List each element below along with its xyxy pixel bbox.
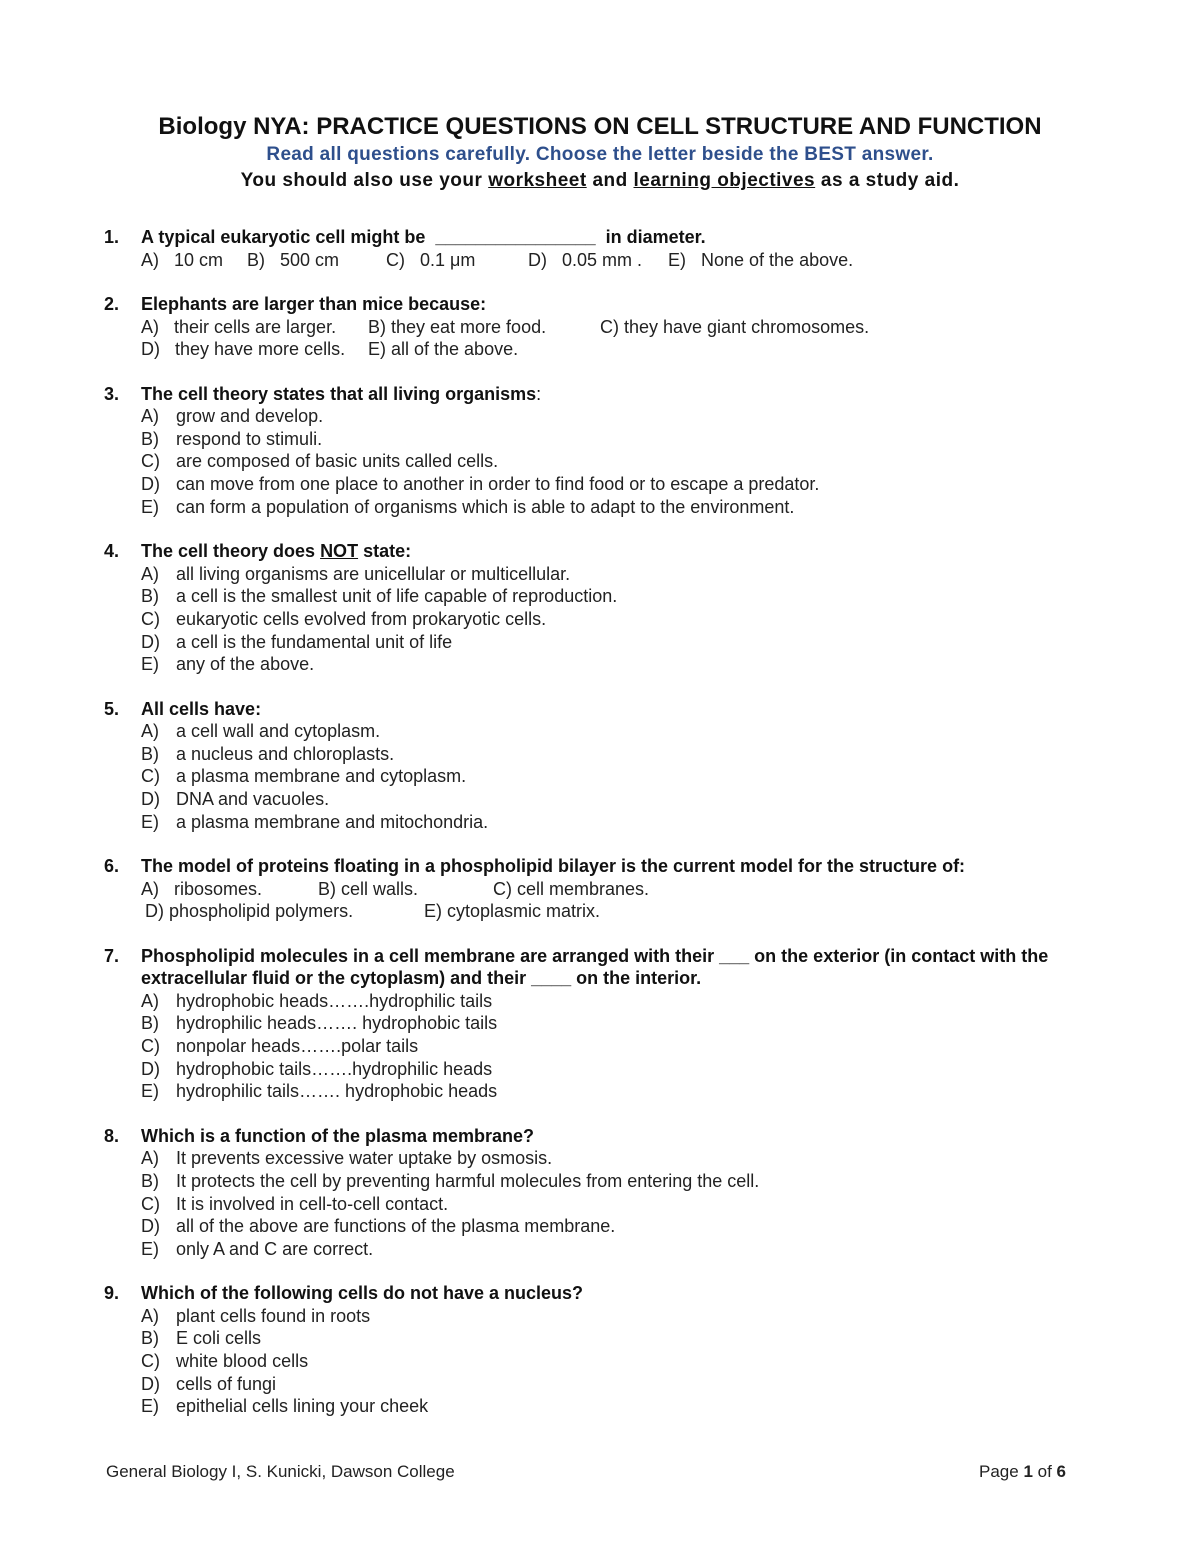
question-2: [104, 293, 1104, 361]
question-7: [104, 945, 1104, 1103]
option-c: C) eukaryotic cells evolved from prokaryotic cells.: [141, 608, 547, 629]
option-e: E) cytoplasmic matrix.: [424, 901, 601, 922]
option-e: E) any of the above.: [141, 654, 315, 675]
question-3: 3. The cell theory states that all living organisms: A) grow and develop. B) respond to stimuli. C) are composed of basic units called cells. D) can move from one place to another in order to find food or to escape a predator. E) can form a population of organisms which is able to adapt to the environment.: [104, 383, 1104, 518]
option-d: D) DNA and vacuoles.: [141, 789, 330, 809]
learning-objectives-label: learning objectives: [633, 170, 816, 191]
question-1: [104, 226, 1104, 271]
worksheet-label: worksheet: [488, 170, 587, 191]
question-text: Which of the following cells do not have a nucleus?: [141, 1283, 584, 1304]
question-text: The cell theory does NOT state:: [141, 541, 412, 562]
question-number: 1.: [104, 227, 120, 247]
page-footer: [106, 1462, 1066, 1482]
option-a: A) their cells are larger.: [141, 316, 337, 337]
option-c: C) are composed of basic units called cells.: [141, 451, 499, 472]
option-b: B) E coli cells: [141, 1328, 262, 1349]
option-c: C) white blood cells: [141, 1351, 309, 1371]
option-a: A) all living organisms are unicellular or multicellular.: [141, 563, 571, 584]
option-e: E) all of the above.: [368, 339, 519, 360]
option-a: A) 10 cm: [141, 249, 224, 270]
option-c: C) they have giant chromosomes.: [600, 316, 870, 337]
footer-course-info: General Biology I, S. Kunicki, Dawson College: [106, 1462, 455, 1481]
question-text: All cells have:: [141, 698, 262, 719]
option-d: D) can move from one place to another in order to find food or to escape a predator.: [141, 474, 820, 495]
question-list: [104, 226, 1104, 1440]
page-indicator: Page 1 of 6: [979, 1462, 1066, 1481]
question-number: 9.: [104, 1283, 120, 1304]
option-e: E) None of the above.: [668, 249, 854, 270]
option-a: A) grow and develop.: [141, 406, 324, 427]
option-a: A) a cell wall and cytoplasm.: [141, 721, 381, 742]
question-number: 5.: [104, 698, 120, 719]
option-a: A) hydrophobic heads…….hydrophilic tails: [141, 990, 493, 1011]
option-c: C) cell membranes.: [493, 878, 650, 899]
option-a: A) It prevents excessive water uptake by osmosis.: [141, 1148, 553, 1169]
option-a: A) plant cells found in roots: [141, 1305, 371, 1326]
option-b: B) they eat more food.: [368, 316, 547, 337]
question-text: Phospholipid molecules in a cell membrane are arranged with their ___ on the exterior (in contact with the extracellular fluid or the cytoplasm) and their ____ on the interior.: [141, 945, 1049, 989]
option-a: A) ribosomes.: [141, 878, 263, 899]
page-title: Biology NYA: PRACTICE QUESTIONS ON CELL STRUCTURE AND FUNCTION: [158, 113, 1042, 140]
option-e: E) a plasma membrane and mitochondria.: [141, 811, 489, 832]
option-b: B) respond to stimuli.: [141, 428, 323, 449]
question-number: 4.: [104, 541, 120, 562]
question-number: 3.: [104, 383, 120, 404]
question-number: 2.: [104, 294, 120, 315]
page-header: [0, 112, 1200, 194]
option-b: B) a nucleus and chloroplasts.: [141, 743, 395, 764]
option-c: C) 0.1 μm: [386, 249, 476, 270]
question-5: [104, 698, 1104, 833]
question-9: [104, 1282, 1104, 1417]
option-d: D) they have more cells.: [141, 339, 346, 360]
option-e: E) can form a population of organisms which is able to adapt to the environment.: [141, 496, 795, 517]
option-e: E) epithelial cells lining your cheek: [141, 1396, 429, 1417]
option-d: D) phospholipid polymers.: [145, 901, 354, 922]
question-text: Elephants are larger than mice because:: [141, 294, 487, 315]
question-6: [104, 855, 1104, 923]
option-b: B) a cell is the smallest unit of life capable of reproduction.: [141, 586, 618, 607]
option-e: E) hydrophilic tails……. hydrophobic heads: [141, 1081, 498, 1102]
option-c: C) It is involved in cell-to-cell contact.: [141, 1193, 449, 1214]
question-number: 8.: [104, 1125, 120, 1146]
option-b: B) hydrophilic heads……. hydrophobic tails: [141, 1013, 498, 1034]
option-d: D) a cell is the fundamental unit of life: [141, 631, 453, 652]
option-d: D) all of the above are functions of the plasma membrane.: [141, 1216, 616, 1237]
option-b: B) 500 cm: [247, 249, 340, 270]
question-text: A typical eukaryotic cell might be ________________ in diameter.: [141, 227, 706, 247]
question-8: [104, 1125, 1104, 1260]
question-number: 6.: [104, 856, 120, 877]
question-text: The cell theory states that all living organisms: [141, 383, 537, 404]
question-4: [104, 540, 1104, 675]
instruction-text: Read all questions carefully. Choose the letter beside the BEST answer.: [266, 144, 934, 165]
study-aid-note: You should also use your worksheet and learning objectives as a study aid.: [240, 170, 960, 191]
option-b: B) cell walls.: [318, 878, 419, 899]
option-d: D) hydrophobic tails…….hydrophilic heads: [141, 1058, 493, 1079]
option-c: C) nonpolar heads…….polar tails: [141, 1036, 419, 1057]
question-text: The model of proteins floating in a phospholipid bilayer is the current model for the structure of:: [141, 856, 966, 877]
question-text: Which is a function of the plasma membrane?: [141, 1125, 535, 1146]
option-d: D) cells of fungi: [141, 1373, 277, 1394]
question-number: 7.: [104, 945, 120, 966]
option-d: D) 0.05 mm .: [528, 249, 643, 270]
option-e: E) only A and C are correct.: [141, 1238, 374, 1259]
option-c: C) a plasma membrane and cytoplasm.: [141, 766, 467, 787]
option-b: B) It protects the cell by preventing harmful molecules from entering the cell.: [141, 1170, 760, 1191]
